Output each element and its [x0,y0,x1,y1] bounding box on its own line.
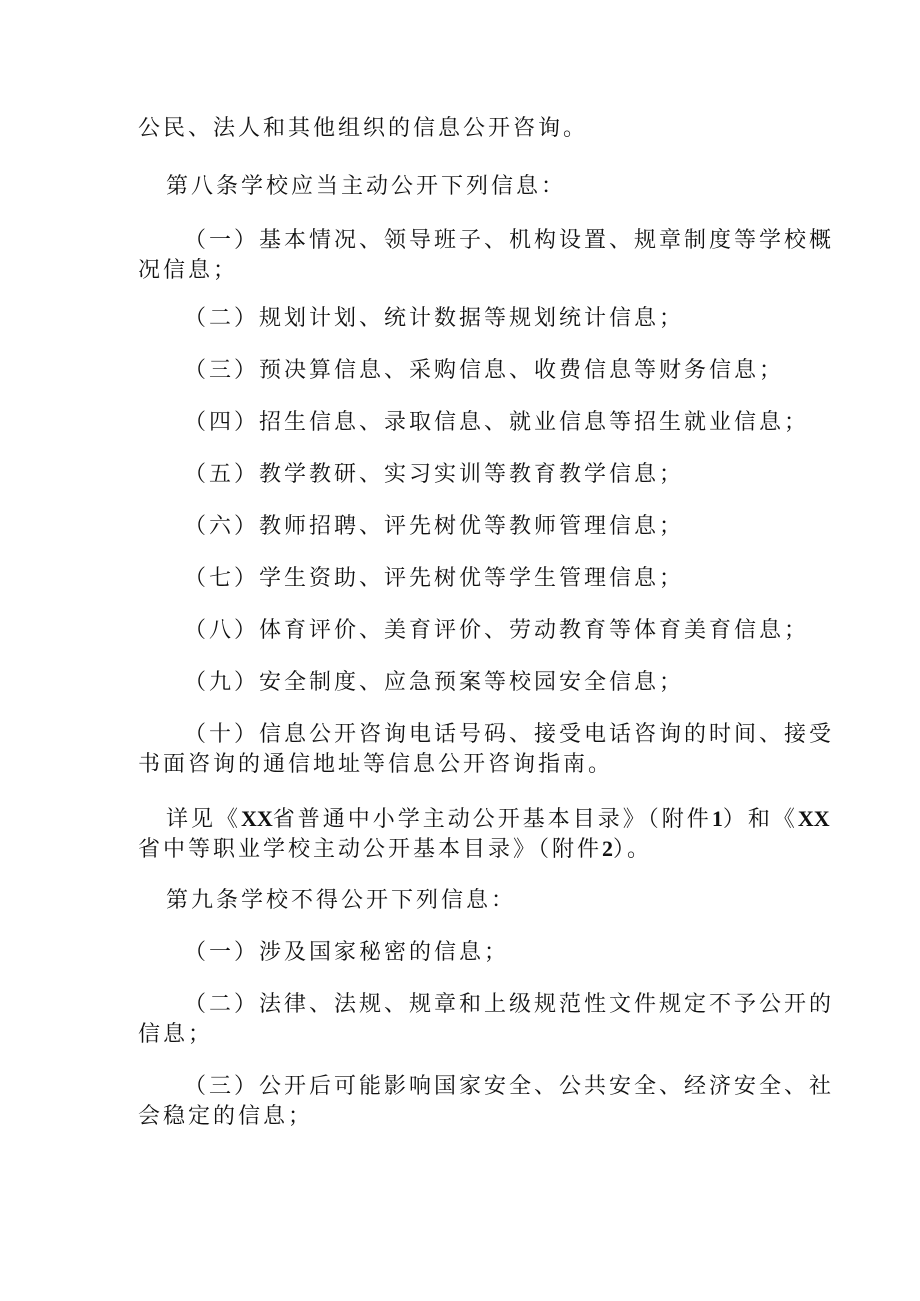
list-item: （一）基本情况、领导班子、机构设置、规章制度等学校概 [184,228,835,253]
text-run: ）。 [613,837,653,862]
list-item: （五）教学教研、实习实训等教育教学信息； [184,462,685,487]
list-item: （三）公开后可能影响国家安全、公共安全、经济安全、社 [184,1074,835,1099]
text-run: 详见《 [166,807,242,832]
list-item: （七）学生资助、评先树优等学生管理信息； [184,566,685,591]
list-item: （一）涉及国家秘密的信息； [184,940,510,965]
list-item: （六）教师招聘、评先树优等教师管理信息； [184,514,685,539]
paragraph-line: 公民、法人和其他组织的信息公开咨询。 [138,116,589,141]
article-heading: 第八条学校应当主动公开下列信息： [166,174,567,199]
text-run: 省中等职业学校主动公开基本目录》（附件 [138,837,603,862]
text-run: ）和《 [722,807,798,832]
list-item-continuation: 会稳定的信息； [138,1104,314,1129]
list-item: （八）体育评价、美育评价、劳动教育等体育美育信息； [184,618,810,643]
text-run: 省普通中小学主动公开基本目录》（附件 [272,807,712,832]
list-item-continuation: 信息； [138,1022,214,1047]
placeholder-province: XX [797,806,830,831]
list-item: （三）预决算信息、采购信息、收费信息等财务信息； [184,358,785,383]
list-item: （四）招生信息、录取信息、就业信息等招生就业信息； [184,410,810,435]
paragraph-line [0,836,920,863]
list-item-continuation: 书面咨询的通信地址等信息公开咨询指南。 [138,752,614,777]
list-item: （二）法律、法规、规章和上级规范性文件规定不予公开的 [184,992,835,1017]
list-item-continuation: 况信息； [138,258,239,283]
attachment-number: 1 [711,806,723,831]
list-item: （十）信息公开咨询电话号码、接受电话咨询的时间、接受 [184,722,835,747]
article-heading: 第九条学校不得公开下列信息： [166,888,517,913]
paragraph-line [0,806,920,833]
list-item: （九）安全制度、应急预案等校园安全信息； [184,670,685,695]
attachment-number: 2 [602,836,614,861]
list-item: （二）规划计划、统计数据等规划统计信息； [184,306,685,331]
placeholder-province: XX [241,806,273,831]
